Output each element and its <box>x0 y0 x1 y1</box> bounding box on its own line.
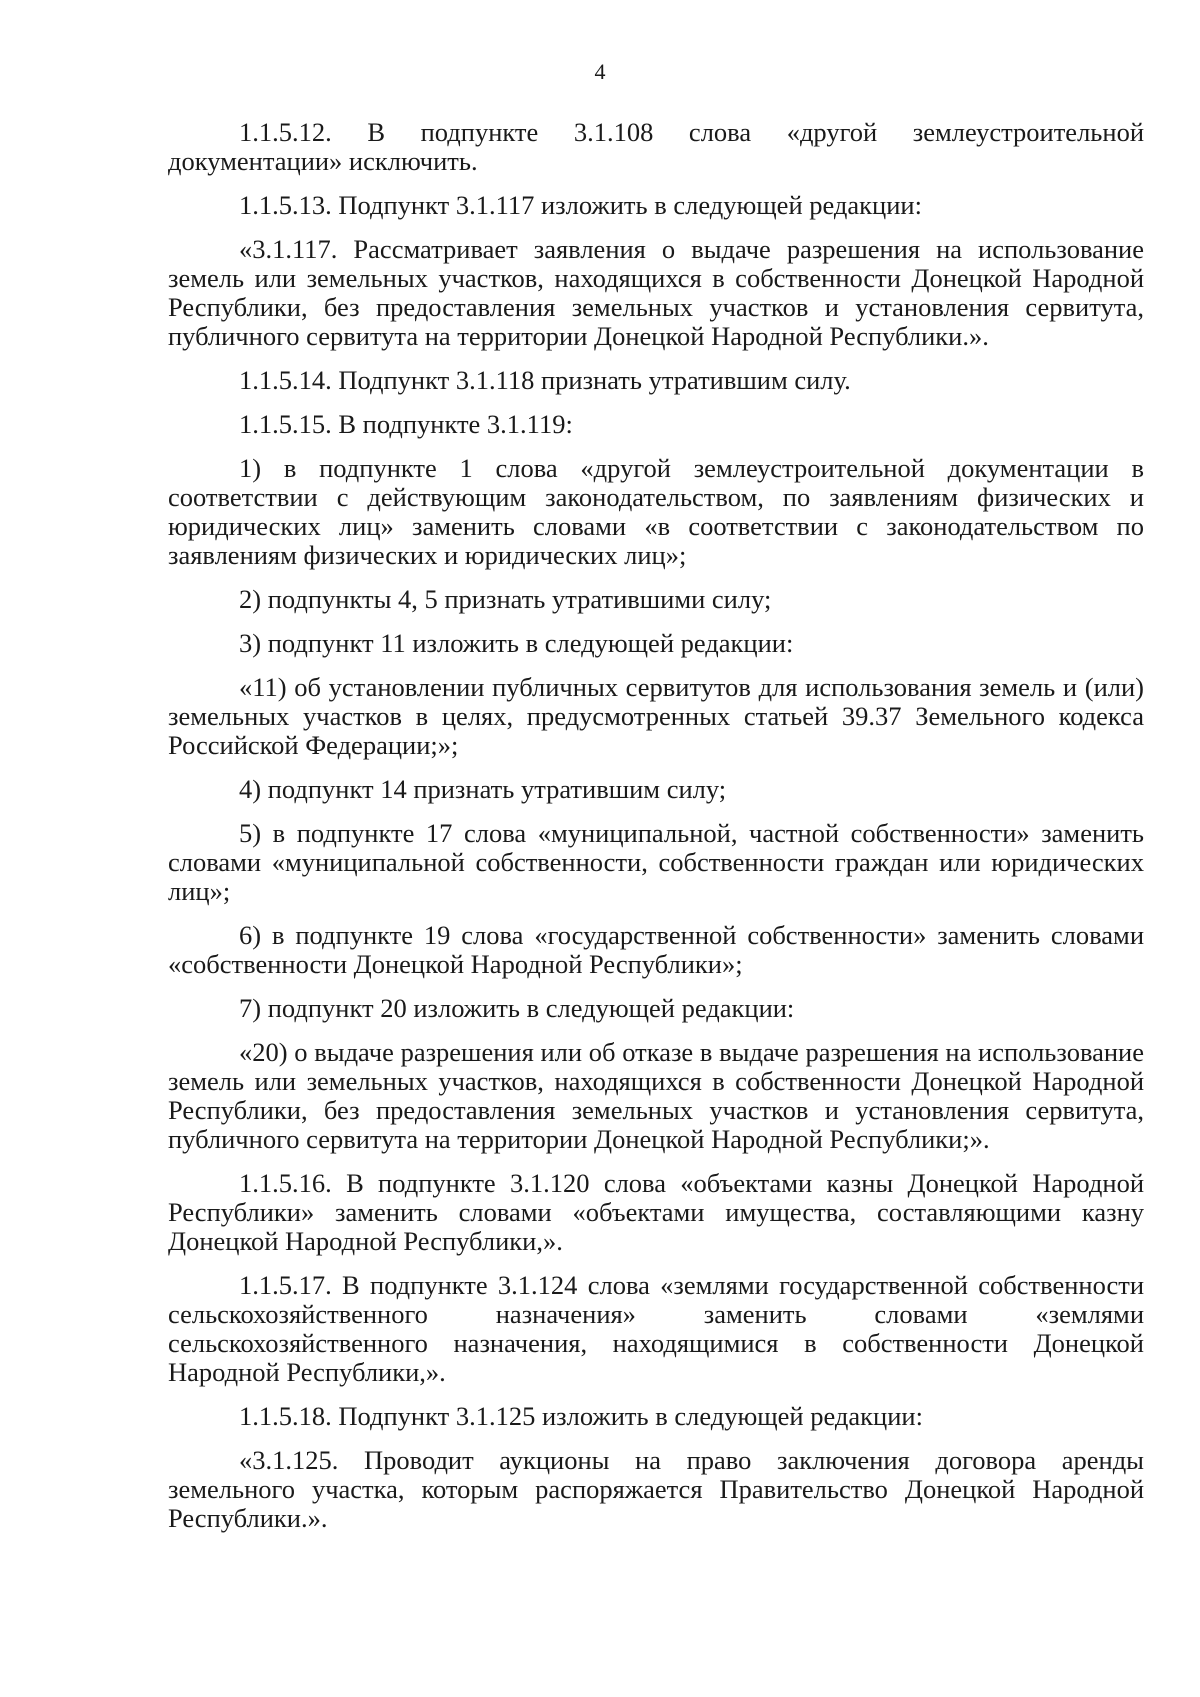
list-item-7: 7) подпункт 20 изложить в следующей редакции: <box>239 993 795 1023</box>
paragraph-1-1-5-13: 1.1.5.13. Подпункт 3.1.117 изложить в следующей редакции: <box>239 190 922 220</box>
subitem-11-text: «11) об установлении публичных сервитутов для использования земель и (или) земельных участков в целях, предусмотренных статьей 39.37 Земельного кодекса Российской Федерации;»; <box>168 672 1144 760</box>
paragraph-3-1-117-text: «3.1.117. Рассматривает заявления о выдаче разрешения на использование земель или земельных участков, находящихся в собственности Донецкой Народной Республики, без предоставления земельных участков и установления сервитута, публичного сервитута на территории Донецкой Народной Республики.». <box>168 234 1144 351</box>
list-item-5: 5) в подпункте 17 слова «муниципальной, частной собственности» заменить словами «муниципальной собственности, собственности граждан или юридических лиц»; <box>168 818 1144 906</box>
subitem-20-text: «20) о выдаче разрешения или об отказе в выдаче разрешения на использование земель или земельных участков, находящихся в собственности Донецкой Народной Республики, без предоставления земельных участков и установления сервитута, публичного сервитута на территории Донецкой Народной Республики;». <box>168 1037 1144 1154</box>
list-item-1: 1) в подпункте 1 слова «другой землеустроительной документации в соответствии с действующим законодательством, по заявлениям физических и юридических лиц» заменить словами «в соответствии с законодательством по заявлениям физических и юридических лиц»; <box>168 453 1144 570</box>
paragraph-3-1-125-text: «3.1.125. Проводит аукционы на право заключения договора аренды земельного участка, которым распоряжается Правительство Донецкой Народной Республики.». <box>168 1445 1144 1533</box>
paragraph-1-1-5-14: 1.1.5.14. Подпункт 3.1.118 признать утратившим силу. <box>239 365 851 395</box>
paragraph-1-1-5-17: 1.1.5.17. В подпункте 3.1.124 слова «землями государственной собственности сельскохозяйственного назначения» заменить словами «землями сельскохозяйственного назначения, находящимися в собственности Донецкой Народной Республики,». <box>168 1270 1144 1387</box>
paragraph-1-1-5-15: 1.1.5.15. В подпункте 3.1.119: <box>239 409 573 439</box>
list-item-4: 4) подпункт 14 признать утратившим силу; <box>239 774 727 804</box>
list-item-3: 3) подпункт 11 изложить в следующей редакции: <box>239 628 794 658</box>
page-number: 4 <box>594 59 606 84</box>
list-item-2: 2) подпункты 4, 5 признать утратившими силу; <box>239 584 772 614</box>
document-body <box>168 118 1144 1548</box>
list-item-6: 6) в подпункте 19 слова «государственной собственности» заменить словами «собственности Донецкой Народной Республики»; <box>168 920 1144 979</box>
paragraph-1-1-5-16: 1.1.5.16. В подпункте 3.1.120 слова «объектами казны Донецкой Народной Республики» заменить словами «объектами имущества, составляющими казну Донецкой Народной Республики,». <box>168 1168 1144 1256</box>
paragraph-1-1-5-12: 1.1.5.12. В подпункте 3.1.108 слова «другой землеустроительной документации» исключить. <box>168 117 1144 176</box>
paragraph-1-1-5-18: 1.1.5.18. Подпункт 3.1.125 изложить в следующей редакции: <box>239 1401 923 1431</box>
